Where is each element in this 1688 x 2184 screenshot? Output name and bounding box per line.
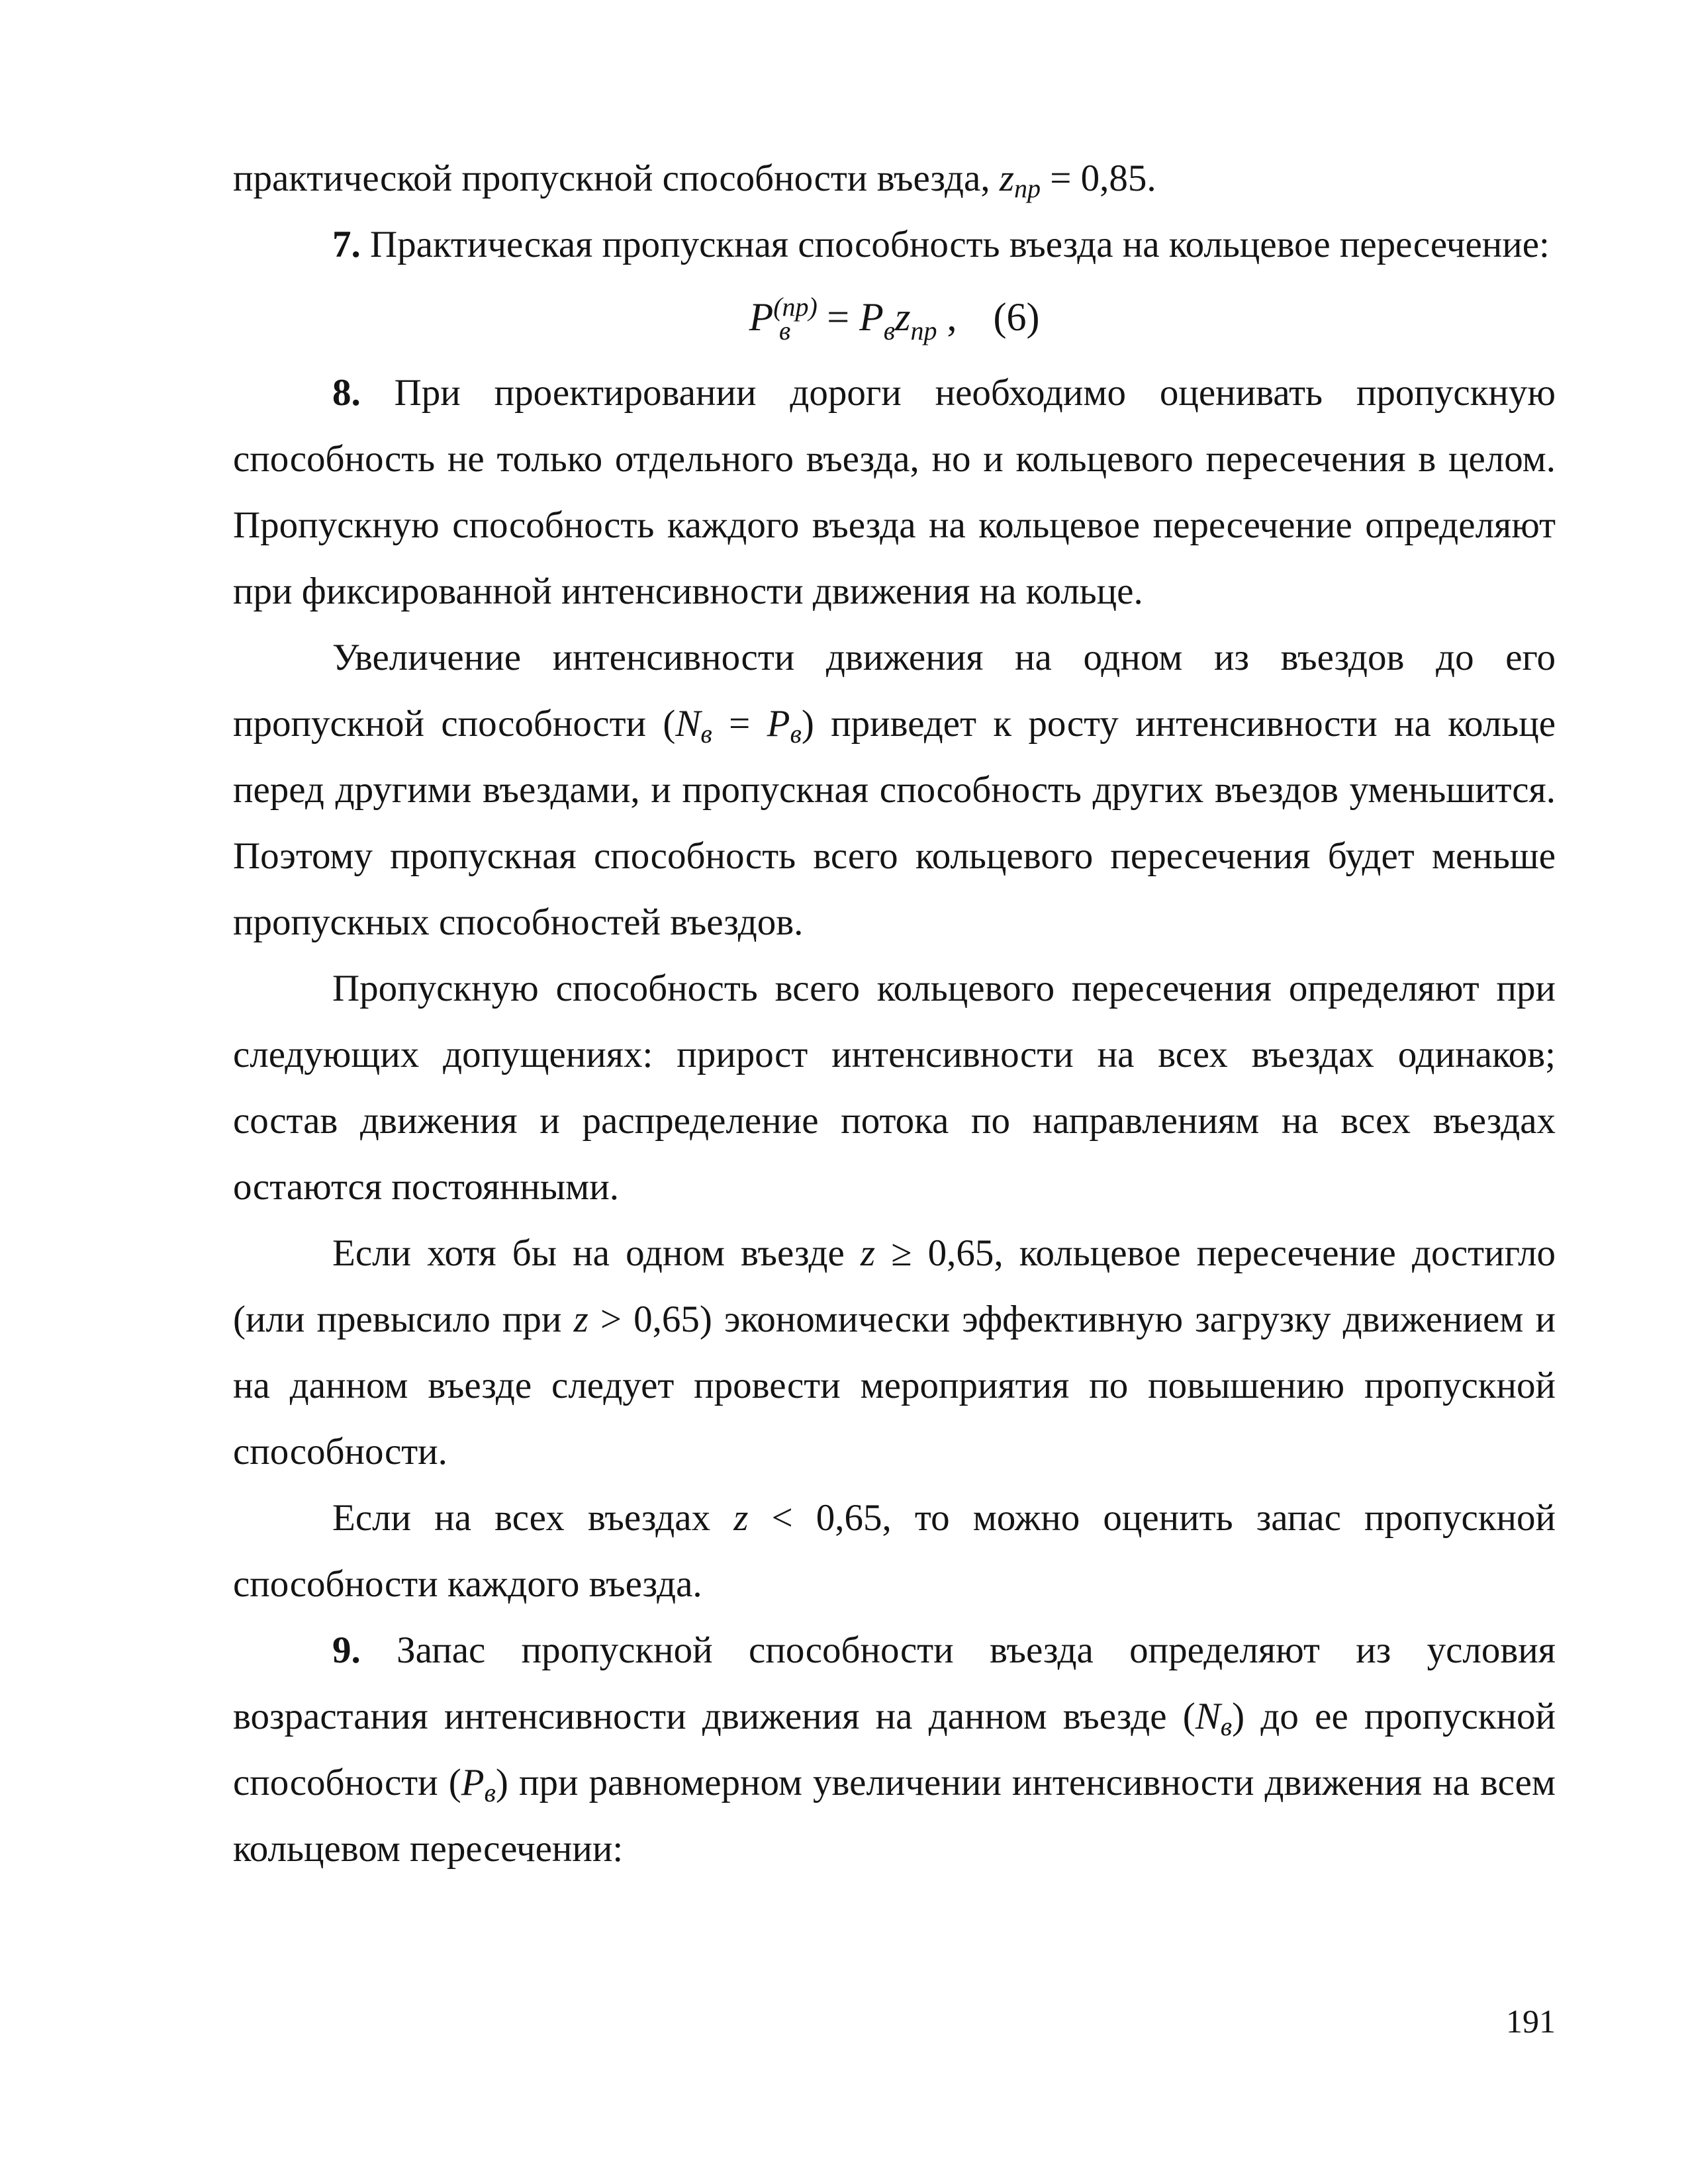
paragraph-8 [233, 360, 1556, 625]
text-run: < 0,65, то можно оценить запас пропускной способности каждого въезда. [233, 1497, 1556, 1605]
paragraph-reserve [233, 1485, 1556, 1617]
formula-6 [233, 274, 1556, 360]
paragraph-threshold [233, 1220, 1556, 1485]
item-number: 9. [332, 1629, 361, 1671]
var-n: N [675, 703, 701, 745]
formula-body [749, 274, 957, 360]
text-run: Если на всех въездах [332, 1497, 734, 1539]
formula-comma: , [937, 295, 957, 339]
text-run: = 0,85. [1041, 158, 1156, 199]
text-run: ) при равномерном увеличении интенсивности движения на всем кольцевом пересечении: [233, 1762, 1556, 1870]
text-run: > 0,65) экономически эффективную загрузку движением и на данном въезде следует провести мероприятия по повышению пропускной способности. [233, 1298, 1556, 1473]
var-z: z [999, 158, 1014, 199]
formula-subscript: в [883, 316, 896, 345]
text-run: практической пропускной способности въезда, [233, 158, 1000, 199]
paragraph-intro [233, 146, 1556, 212]
subscript: в [790, 719, 802, 749]
var-z: z [860, 1232, 876, 1274]
text-run: Если хотя бы на одном въезде [332, 1232, 861, 1274]
page-body [233, 146, 1556, 1882]
paragraph-assumptions [233, 956, 1556, 1220]
formula-symbol: P [859, 295, 884, 339]
text-run: = [712, 703, 767, 745]
item-number: 8. [332, 372, 361, 414]
paragraph-9 [233, 1617, 1556, 1882]
text-run: Увеличение интенсивности движения на одном из въездов до его пропускной способности ( [233, 637, 1556, 745]
equation-number: (6) [993, 295, 1040, 339]
formula-symbol: z [895, 295, 911, 339]
subscript: пр [1014, 173, 1041, 203]
text-run: Практическая пропускная способность въезда на кольцевое пересечение: [360, 224, 1550, 265]
subscript: в [484, 1778, 496, 1807]
paragraph-intensity-increase [233, 625, 1556, 956]
var-p: P [767, 703, 790, 745]
var-z: z [733, 1497, 749, 1539]
formula-superscript: (пр) [773, 292, 818, 322]
var-p: P [461, 1762, 485, 1803]
text-run: ) приведет к росту интенсивности на кольце перед другими въездами, и пропускная способность других въездов уменьшится. Поэтому пропускная способность всего кольцевого пересечения будет меньше пропускных способностей въездов. [233, 703, 1556, 943]
text-run: ) до ее пропускной способности ( [233, 1696, 1556, 1803]
subscript: в [700, 719, 712, 749]
formula-subscript: в [778, 316, 791, 345]
text-run: Запас пропускной способности въезда определяют из условия возрастания интенсивности движения на данном въезде ( [233, 1629, 1556, 1737]
formula-subscript: пр [910, 316, 937, 345]
var-n: N [1195, 1696, 1221, 1737]
page-number: 191 [1506, 2003, 1556, 2040]
subscript: в [1220, 1711, 1233, 1741]
var-z: z [573, 1298, 588, 1340]
item-number: 7. [332, 224, 361, 265]
formula-equals: = [817, 295, 860, 339]
text-run: Пропускную способность всего кольцевого пересечения определяют при следующих допущениях: прирост интенсивности на всех въездах одинаков; состав движения и распределение потока по направлениям на всех въездах остаются постоянными. [233, 968, 1556, 1208]
paragraph-7 [233, 212, 1556, 278]
text-run: ≥ 0,65, кольцевое пересечение достигло (или превысило при [233, 1232, 1556, 1340]
formula-symbol: P [749, 295, 774, 339]
text-run: При проектировании дороги необходимо оценивать пропускную способность не только отдельного въезда, но и кольцевого пересечения в целом. Пропускную способность каждого въезда на кольцевое пересечение определяют при фиксированной интенсивности движения на кольце. [233, 372, 1556, 612]
